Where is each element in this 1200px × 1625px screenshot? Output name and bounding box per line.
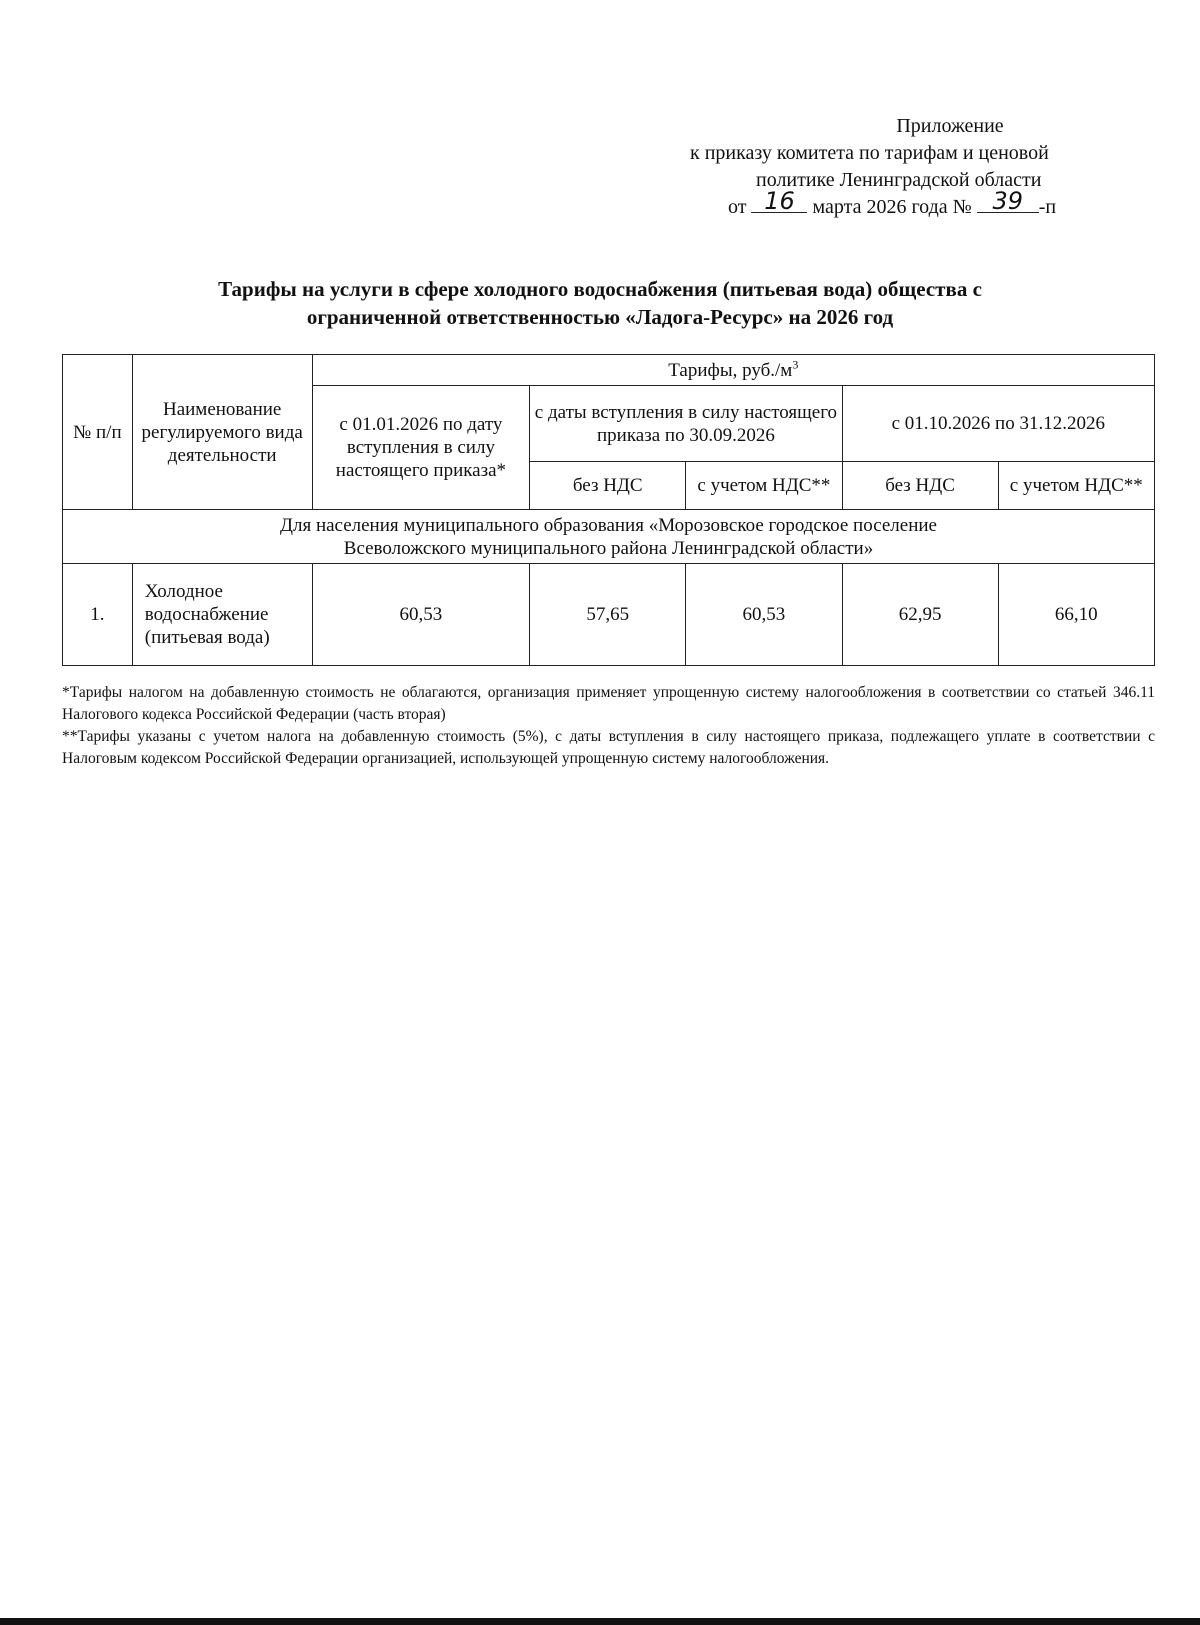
row-period-2-no-vat: 57,65: [530, 564, 686, 666]
document-title: [80, 275, 1120, 331]
header-period-3: с 01.10.2026 по 31.12.2026: [842, 386, 1154, 462]
row-period-2-with-vat: 60,53: [686, 564, 842, 666]
header-num: № п/п: [63, 355, 133, 510]
title-line-2: ограниченной ответственностью «Ладога-Ресурс» на 2026 год: [306, 305, 894, 329]
header-period-3-no-vat: без НДС: [842, 462, 998, 510]
handwritten-day: 16: [751, 190, 807, 213]
title-line-1: Тарифы на услуги в сфере холодного водоснабжения (питьевая вода) общества с: [218, 277, 982, 301]
table-row: [63, 564, 1155, 666]
footnote-1: *Тарифы налогом на добавленную стоимость не облагаются, организация применяет упрощенную систему налогообложения в соответствии со статьей 346.11 Налогового кодекса Российской Федерации (часть вторая): [62, 684, 1155, 723]
header-period-1: с 01.01.2026 по дату вступления в силу настоящего приказа*: [312, 386, 530, 510]
date-prefix: от: [728, 196, 747, 218]
header-period-2-with-vat: с учетом НДС**: [686, 462, 842, 510]
scan-edge: [0, 1618, 1200, 1625]
row-period-1: 60,53: [312, 564, 530, 666]
header-tariffs: Тарифы, $руб./м^3$: [312, 355, 1154, 386]
header-activity-name: Наименование регулируемого вида деятельности: [132, 355, 312, 510]
order-reference-cont: политике Ленинградской области: [756, 169, 1042, 191]
row-period-3-no-vat: 62,95: [842, 564, 998, 666]
date-middle: марта 2026 года №: [812, 196, 972, 218]
order-reference: к приказу комитета по тарифам и ценовой: [690, 142, 1049, 164]
order-date-line: [690, 187, 1150, 221]
header-period-2-no-vat: без НДС: [530, 462, 686, 510]
handwritten-order-number: 39: [977, 190, 1039, 213]
appendix-label: Приложение: [896, 115, 1004, 137]
footnote-2: **Тарифы указаны с учетом налога на добавленную стоимость (5%), с даты вступления в силу настоящего приказа, подлежащего уплате в соответствии с Налоговым кодексом Российской Федерации организацией, использующей упрощенную систему налогообложения.: [62, 728, 1155, 767]
header-period-3-with-vat: с учетом НДС**: [998, 462, 1154, 510]
footnotes: [62, 682, 1155, 770]
row-period-3-with-vat: 66,10: [998, 564, 1154, 666]
row-num: 1.: [63, 564, 133, 666]
header-period-2: с даты вступления в силу настоящего приказа по 30.09.2026: [530, 386, 842, 462]
section-header: Для населения муниципального образования «Морозовское городское поселение Всеволожского муниципального района Ленинградской области»: [63, 510, 1155, 564]
tariffs-table: [62, 354, 1155, 666]
order-suffix: -п: [1038, 196, 1057, 218]
appendix-header: [690, 113, 1150, 221]
row-activity-name: Холодное водоснабжение (питьевая вода): [132, 564, 312, 666]
